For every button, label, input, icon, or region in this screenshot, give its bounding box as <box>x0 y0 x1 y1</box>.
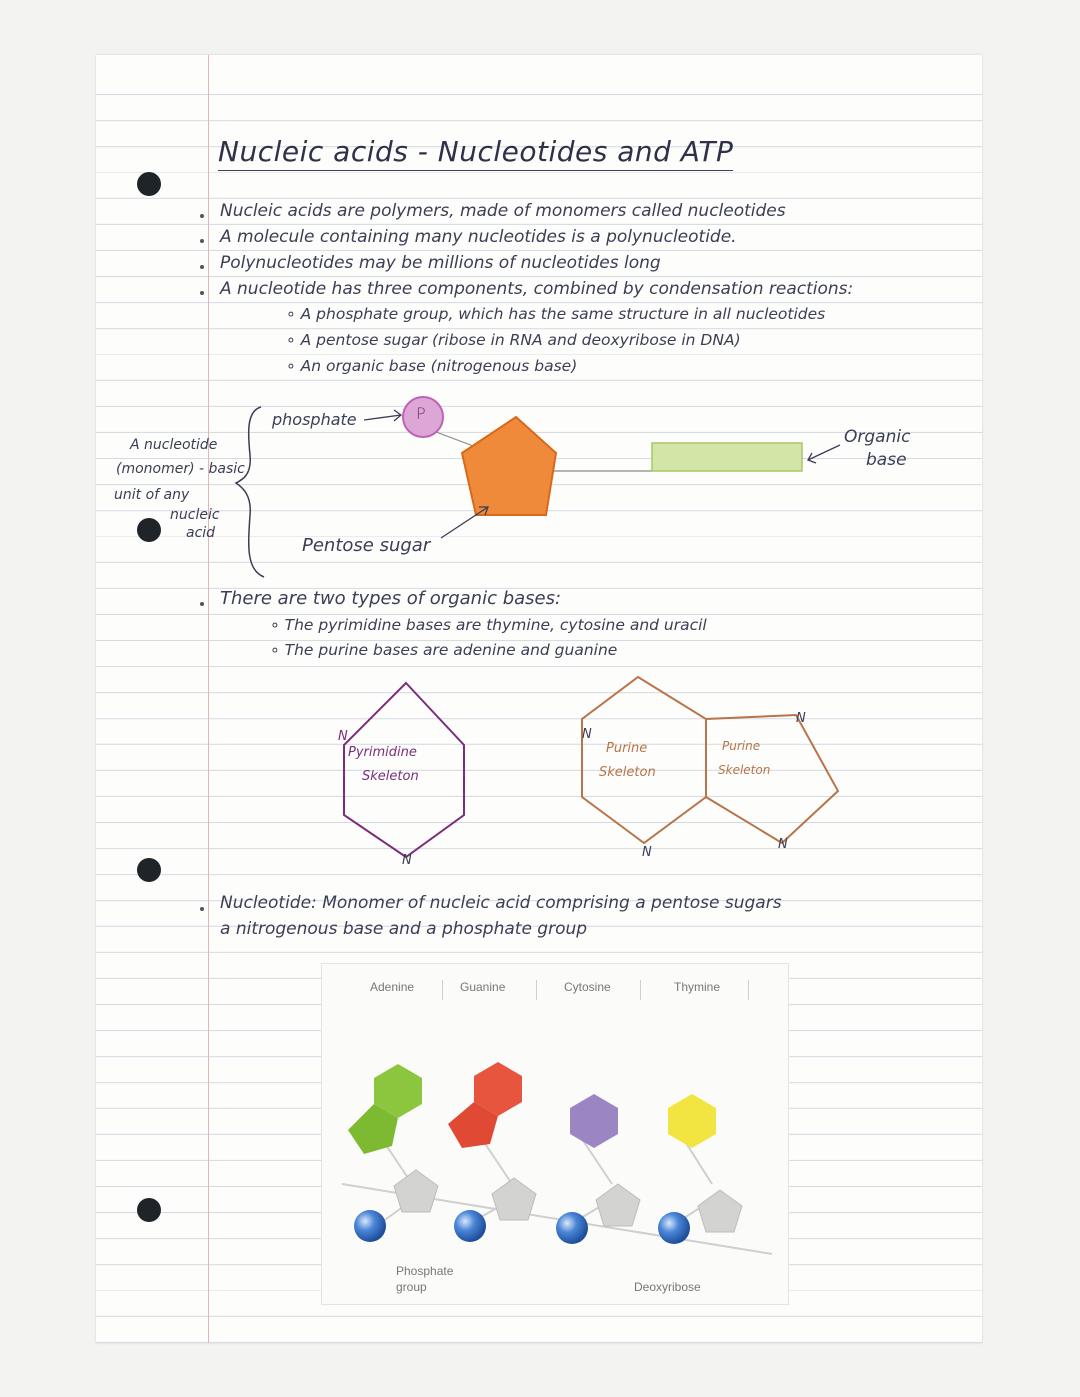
pyrimidine-label: Pyrimidine <box>348 745 417 760</box>
component-item: ∘ A phosphate group, which has the same structure in all nucleotides <box>286 305 826 323</box>
figure-base-label: Thymine <box>674 980 721 994</box>
bullet-text: A molecule containing many nucleotides is a polynucleotide. <box>220 227 737 247</box>
figure-base-label: Cytosine <box>564 980 611 994</box>
skeleton-n: N <box>338 729 348 744</box>
component-text: A pentose sugar (ribose in RNA and deoxyribose in DNA) <box>300 331 741 349</box>
purine-label: Purine <box>722 739 761 753</box>
skeleton-n: N <box>778 837 788 852</box>
side-note-line: unit of any <box>114 487 190 503</box>
page-title: Nucleic acids - Nucleotides and ATP <box>218 135 733 171</box>
definition-line: a nitrogenous base and a phosphate group <box>220 919 588 939</box>
base-type-item: ∘ The pyrimidine bases are thymine, cytosine and uracil <box>270 616 707 634</box>
base-type-text: The purine bases are adenine and guanine <box>284 641 618 659</box>
skeleton-n: N <box>402 853 412 868</box>
bullet-text: A nucleotide has three components, combined by condensation reactions: <box>220 279 854 299</box>
side-note-line: (monomer) - basic <box>116 461 245 477</box>
pyrimidine-label: Skeleton <box>362 769 419 784</box>
skeleton-n: N <box>582 727 592 742</box>
bases-intro: There are two types of organic bases: <box>220 588 562 609</box>
base-type-text: The pyrimidine bases are thymine, cytosine and uracil <box>284 616 707 634</box>
purine-label: Purine <box>606 741 648 756</box>
base-label-line1: Organic <box>844 427 911 447</box>
figure-sugar-label: Deoxyribose <box>634 1280 701 1294</box>
component-text: A phosphate group, which has the same structure in all nucleotides <box>300 305 826 323</box>
bullet-text: Polynucleotides may be millions of nucleotides long <box>220 253 661 273</box>
sugar-label: Pentose sugar <box>302 535 431 556</box>
side-note-line: nucleic <box>170 507 220 523</box>
skeleton-n: N <box>642 845 652 860</box>
phosphate-label: phosphate <box>272 410 357 429</box>
figure-base-label: Guanine <box>460 980 506 994</box>
purine-label: Skeleton <box>718 763 771 777</box>
figure-phosphate-label: Phosphate <box>396 1264 454 1278</box>
purine-label: Skeleton <box>599 765 656 780</box>
base-label-line2: base <box>866 450 907 470</box>
nucleotide-bases-figure <box>321 963 789 1305</box>
base-type-item: ∘ The purine bases are adenine and guanine <box>270 641 618 659</box>
purine-pentagon <box>706 715 838 843</box>
component-item: ∘ An organic base (nitrogenous base) <box>286 357 578 375</box>
nucleotide-figure-graphic <box>322 964 788 1304</box>
punch-hole <box>137 1198 161 1222</box>
side-note-line: acid <box>186 525 216 541</box>
skeleton-diagram <box>96 55 982 875</box>
figure-phosphate-label: group <box>396 1280 427 1294</box>
purine-hexagon <box>582 677 706 843</box>
notebook-page <box>96 55 982 1343</box>
component-text: An organic base (nitrogenous base) <box>300 357 578 375</box>
side-note-line: A nucleotide <box>130 437 218 453</box>
phosphate-symbol: P <box>416 404 426 423</box>
bullet-text: Nucleic acids are polymers, made of monomers called nucleotides <box>220 201 786 221</box>
definition-line: Nucleotide: Monomer of nucleic acid comprising a pentose sugars <box>220 893 782 913</box>
skeleton-n: N <box>796 711 806 726</box>
bullet-dot <box>200 907 204 911</box>
component-item: ∘ A pentose sugar (ribose in RNA and deoxyribose in DNA) <box>286 331 741 349</box>
figure-base-label: Adenine <box>370 980 415 994</box>
